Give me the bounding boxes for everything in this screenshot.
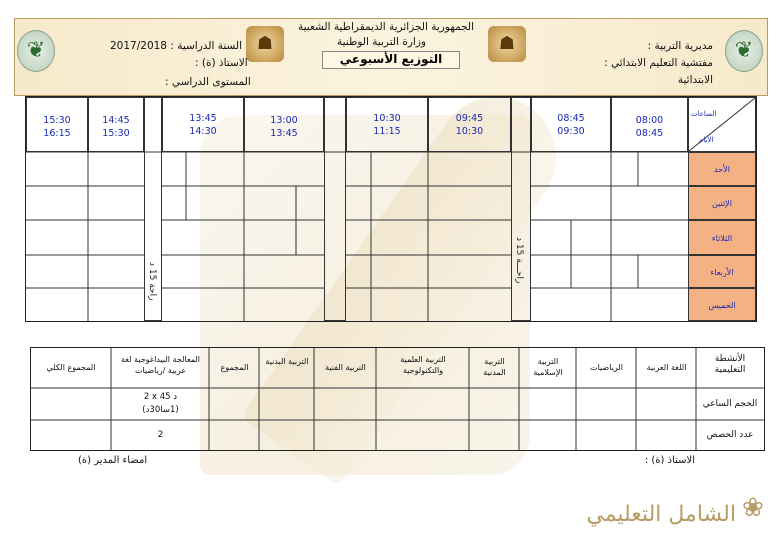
- wheat-logo-icon: ❀: [742, 493, 764, 523]
- day-thursday: الخميس: [688, 288, 756, 321]
- header-islamic: التربية الإسلامية: [533, 357, 563, 377]
- header-activities: الأنشطة التعليمية: [714, 354, 746, 375]
- teacher-label: الاستاذ (ة) :: [195, 57, 248, 69]
- header-art: التربية الفنية: [325, 363, 366, 372]
- corner-hours-label: الساعات: [691, 110, 717, 118]
- time-end: 13:45: [270, 128, 298, 139]
- morning-break-label: راحـــة 15 د: [514, 237, 524, 284]
- header-pe: التربية البدنية: [265, 357, 309, 366]
- remedial-hours-value: 2 x د 45: [143, 392, 178, 402]
- time-end: 14:30: [189, 126, 217, 137]
- time-end: 11:15: [373, 126, 401, 137]
- header-math: الرياضيات: [590, 363, 623, 372]
- day-sunday: الأحد: [688, 152, 756, 186]
- school-label: الابتدائية: [677, 74, 713, 86]
- corner-days-label: الأيام: [699, 136, 714, 144]
- page-title: التوزيع الأسبوعي: [322, 51, 460, 69]
- teacher-signature-label: الاستاذ (ة) :: [644, 455, 695, 466]
- header-science: التربية العلمية والتكنولوجية: [400, 355, 446, 375]
- row-weekly-hours-label: الحجم الساعي: [702, 399, 758, 409]
- header-civic: التربية المدنية: [483, 357, 506, 377]
- time-end: 10:30: [455, 126, 484, 137]
- time-start: 08:45: [557, 113, 585, 124]
- director-signature-label: امضاء المدير (ة): [78, 455, 148, 466]
- day-monday: الإثنين: [688, 186, 756, 220]
- remedial-hours-value-2: (1سا30د): [142, 405, 179, 415]
- weekly-schedule-table: [25, 96, 757, 322]
- school-year-label: السنة الدراسية : 2017/2018: [110, 40, 243, 52]
- directorate-label: مديرية التربية :: [647, 40, 713, 52]
- time-start: 14:45: [102, 115, 130, 126]
- classroom-picture-icon: ☗: [488, 26, 526, 62]
- schedule-grid-lines: [26, 97, 688, 321]
- day-wednesday: الأربعاء: [688, 255, 756, 288]
- corner-cell: [688, 97, 756, 152]
- brand-name: الشامل التعليمي: [586, 502, 736, 527]
- header-grand-total: المجموع الكلي: [46, 363, 96, 372]
- time-start: 08:00: [635, 115, 664, 126]
- row-sessions-label: عدد الحصص: [706, 430, 754, 440]
- time-start: 13:00: [270, 115, 298, 126]
- header-remedial: المعالجة البيداغوجية لغة عربية /رياضيات: [120, 355, 201, 375]
- remedial-sessions-value: 2: [157, 430, 164, 440]
- emblem-icon-left: ❦: [17, 30, 55, 72]
- ministry-title: وزارة التربية الوطنية: [337, 36, 426, 48]
- afternoon-break-label: راحة 15 د: [147, 262, 157, 301]
- republic-title: الجمهورية الجزائرية الديمقراطية الشعبية: [298, 21, 475, 33]
- emblem-icon: ❦: [725, 30, 763, 72]
- time-start: 09:45: [455, 113, 484, 124]
- time-end: 15:30: [102, 128, 130, 139]
- header-total: المجموع: [220, 363, 249, 372]
- time-start: 10:30: [373, 113, 401, 124]
- inspectorate-label: مفتشية التعليم الابتدائي :: [604, 57, 713, 69]
- summary-table: [30, 347, 765, 451]
- time-end: 09:30: [557, 126, 585, 137]
- meeting-picture-icon: ☗: [246, 26, 284, 62]
- day-tuesday: الثلاثاء: [688, 220, 756, 255]
- time-end: 08:45: [635, 128, 664, 139]
- time-end: 16:15: [43, 128, 71, 139]
- header-arabic: اللغة العربية: [646, 363, 687, 372]
- level-label: المستوى الدراسي :: [165, 76, 251, 88]
- time-start: 15:30: [43, 115, 71, 126]
- time-start: 13:45: [189, 113, 217, 124]
